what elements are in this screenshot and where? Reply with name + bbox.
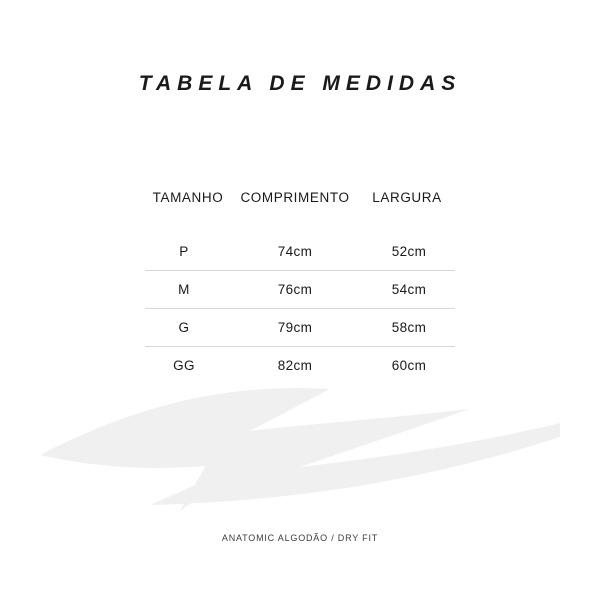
page-title: TABELA DE MEDIDAS	[138, 72, 462, 95]
cell-length: 76cm	[231, 271, 359, 309]
measurements-table-container	[145, 190, 455, 384]
brand-watermark-graphic	[0, 375, 600, 515]
measurements-table	[145, 190, 455, 384]
cell-length: 74cm	[277, 244, 313, 259]
column-header-size: TAMANHO	[152, 190, 224, 205]
cell-size: G	[145, 309, 231, 347]
table-row	[145, 233, 455, 271]
cell-size: M	[145, 271, 231, 309]
column-header-width: LARGURA	[372, 190, 442, 205]
cell-width: 60cm	[359, 347, 455, 385]
cell-size: GG	[145, 347, 231, 385]
cell-length: 79cm	[231, 309, 359, 347]
cell-width: 58cm	[359, 309, 455, 347]
cell-width: 52cm	[391, 244, 427, 259]
table-row	[145, 271, 455, 309]
table-header-row	[145, 190, 455, 233]
cell-length: 82cm	[231, 347, 359, 385]
cell-size: P	[179, 244, 189, 259]
column-header-length: COMPRIMENTO	[240, 190, 350, 205]
table-row	[145, 309, 455, 347]
fabric-footnote: ANATOMIC ALGODÃO / DRY FIT	[221, 533, 379, 543]
table-row	[145, 347, 455, 385]
cell-width: 54cm	[359, 271, 455, 309]
